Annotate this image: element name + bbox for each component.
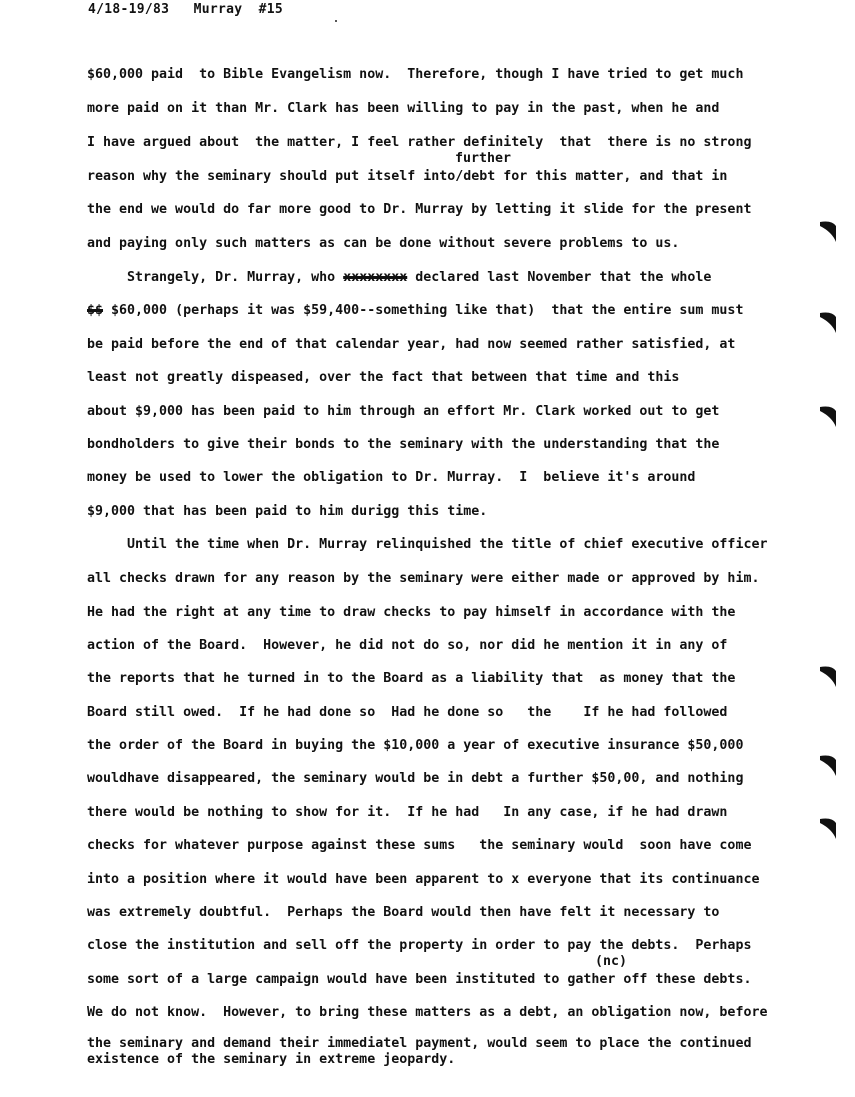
text-line: be paid before the end of that calendar year, had now seemed rather satisfied, at [87, 337, 736, 352]
text-line: bondholders to give their bonds to the seminary with the understanding that the [87, 437, 720, 452]
margin-tab-mark [818, 815, 838, 841]
margin-tab-mark [818, 663, 838, 689]
text-line [87, 270, 711, 286]
text-line: action of the Board. However, he did not do so, nor did he mention it in any of [87, 638, 728, 653]
text-line: least not greatly dispeased, over the fact that between that time and this [87, 370, 680, 385]
text-line: Until the time when Dr. Murray relinquished the title of chief executive officer [87, 537, 768, 552]
margin-tab-mark [818, 309, 838, 335]
text-line: wouldhave disappeared, the seminary would be in debt a further $50,00, and nothing [87, 771, 744, 786]
margin-tab-mark [818, 218, 838, 244]
text-line: there would be nothing to show for it. If he had In any case, if he had drawn [87, 805, 728, 820]
text-line: $60,000 paid to Bible Evangelism now. Therefore, though I have tried to get much [87, 67, 744, 82]
line-segment: $60,000 (perhaps it was $59,400--something like that) that the entire sum must [103, 303, 744, 318]
text-line: some sort of a large campaign would have been instituted to gather off these debts. [87, 972, 752, 987]
text-line: checks for whatever purpose against these sums the seminary would soon have come [87, 838, 752, 853]
text-line [87, 303, 743, 319]
margin-tab-mark [818, 752, 838, 778]
interlinear-insert: (nc) [595, 954, 628, 969]
struck-out-text: xxxxxxxx [343, 270, 408, 285]
text-line: existence of the seminary in extreme jeopardy. [87, 1052, 456, 1067]
text-line: more paid on it than Mr. Clark has been willing to pay in the past, when he and [87, 101, 720, 116]
text-line: We do not know. However, to bring these matters as a debt, an obligation now, before [87, 1005, 768, 1020]
text-line: into a position where it would have been apparent to x everyone that its continuance [87, 872, 760, 887]
page-header: 4/18-19/83 Murray #15 [88, 2, 284, 17]
stray-mark [335, 20, 337, 22]
text-line: was extremely doubtful. Perhaps the Board would then have felt it necessary to [87, 905, 720, 920]
interlinear-insert: further [455, 151, 512, 166]
struck-out-text: $$ [87, 303, 104, 318]
text-line: close the institution and sell off the property in order to pay the debts. Perhaps [87, 938, 752, 953]
text-line: Board still owed. If he had done so Had he done so the If he had followed [87, 705, 728, 720]
text-line: He had the right at any time to draw checks to pay himself in accordance with the [87, 605, 736, 620]
text-line: the end we would do far more good to Dr. Murray by letting it slide for the present [87, 202, 752, 217]
text-line: the order of the Board in buying the $10,000 a year of executive insurance $50,000 [87, 738, 744, 753]
line-segment: declared last November that the whole [407, 270, 712, 285]
text-line: about $9,000 has been paid to him through an effort Mr. Clark worked out to get [87, 404, 720, 419]
text-line: I have argued about the matter, I feel rather definitely that there is no strong [87, 135, 752, 150]
margin-tab-mark [818, 403, 838, 429]
text-line: $9,000 that has been paid to him durigg this time. [87, 504, 488, 519]
text-line: money be used to lower the obligation to Dr. Murray. I believe it's around [87, 470, 696, 485]
text-line: and paying only such matters as can be done without severe problems to us. [87, 236, 680, 251]
text-line: all checks drawn for any reason by the seminary were either made or approved by him. [87, 571, 760, 586]
text-line: the reports that he turned in to the Board as a liability that as money that the [87, 671, 736, 686]
text-line: reason why the seminary should put itself into/debt for this matter, and that in [87, 169, 728, 184]
text-line: the seminary and demand their immediatel payment, would seem to place the continued [87, 1036, 752, 1051]
line-segment: Strangely, Dr. Murray, who [87, 270, 344, 285]
